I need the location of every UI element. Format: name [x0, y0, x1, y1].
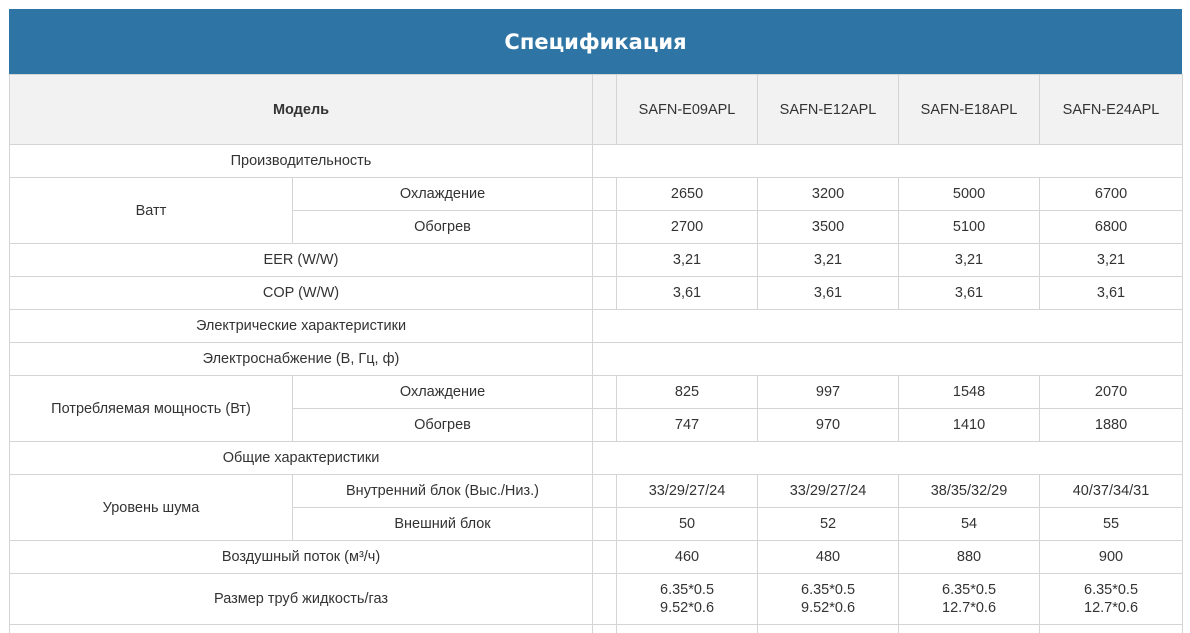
- value-cell: 54: [899, 508, 1040, 541]
- row-label-noise: Уровень шума: [10, 475, 293, 541]
- spacer-cell: [593, 277, 617, 310]
- value-cell: 5100: [899, 211, 1040, 244]
- row-label-power-supply: Электроснабжение (В, Гц, ф): [10, 343, 593, 376]
- row-label-airflow: Воздушный поток (м³/ч): [10, 541, 593, 574]
- section-label: Общие характеристики: [10, 442, 593, 475]
- cutoff-cell: [10, 625, 593, 633]
- sub-label: Внешний блок: [293, 508, 593, 541]
- value-cell: 3,61: [758, 277, 899, 310]
- row-label-pipes: Размер труб жидкость/газ: [10, 574, 593, 625]
- spacer-cell: [593, 574, 617, 625]
- value-cell: 55: [1040, 508, 1183, 541]
- pipe-liquid-value: 6.35*0.5: [758, 581, 898, 599]
- section-empty-cell: [593, 442, 1183, 475]
- value-cell: [1040, 574, 1183, 625]
- value-cell: 5000: [899, 178, 1040, 211]
- value-cell: 3,61: [899, 277, 1040, 310]
- section-label: Электрические характеристики: [10, 310, 593, 343]
- value-cell: 1548: [899, 376, 1040, 409]
- spacer-cell: [593, 541, 617, 574]
- model-name-cell: SAFN-E12APL: [758, 75, 899, 145]
- section-row-general: [10, 442, 1183, 475]
- spacer-cell: [593, 475, 617, 508]
- value-cell: 2650: [617, 178, 758, 211]
- spacer-cell: [593, 625, 617, 633]
- pipe-gas-value: 12.7*0.6: [1040, 599, 1182, 617]
- section-empty-cell: [593, 343, 1183, 376]
- value-cell: 3,21: [617, 244, 758, 277]
- sub-label: Обогрев: [293, 409, 593, 442]
- spacer-cell: [593, 508, 617, 541]
- value-cell: 3,21: [758, 244, 899, 277]
- model-name-cell: SAFN-E09APL: [617, 75, 758, 145]
- value-cell: [758, 574, 899, 625]
- table-row: [10, 541, 1183, 574]
- value-cell: 1880: [1040, 409, 1183, 442]
- value-cell: 2700: [617, 211, 758, 244]
- table-row: [10, 574, 1183, 625]
- row-label-watt: Ватт: [10, 178, 293, 244]
- table-row-cutoff: [10, 625, 1183, 633]
- value-cell: 3,21: [899, 244, 1040, 277]
- spec-container: [9, 9, 1182, 633]
- value-cell: 880: [899, 541, 1040, 574]
- pipe-gas-value: 9.52*0.6: [758, 599, 898, 617]
- cutoff-cell: [1040, 625, 1183, 633]
- page-title: Спецификация: [504, 30, 686, 54]
- table-row: [10, 244, 1183, 277]
- row-label-power-consumption: Потребляемая мощность (Вт): [10, 376, 293, 442]
- row-label-cop: COP (W/W): [10, 277, 593, 310]
- value-cell: 3500: [758, 211, 899, 244]
- pipe-gas-value: 12.7*0.6: [899, 599, 1039, 617]
- value-cell: 480: [758, 541, 899, 574]
- value-cell: 52: [758, 508, 899, 541]
- value-cell: 997: [758, 376, 899, 409]
- sub-label: Обогрев: [293, 211, 593, 244]
- value-cell: 460: [617, 541, 758, 574]
- value-cell: 40/37/34/31: [1040, 475, 1183, 508]
- table-header-row: [10, 75, 1183, 145]
- pipe-liquid-value: 6.35*0.5: [1040, 581, 1182, 599]
- cutoff-cell: [617, 625, 758, 633]
- value-cell: 970: [758, 409, 899, 442]
- sub-label: Внутренний блок (Выс./Низ.): [293, 475, 593, 508]
- value-cell: 747: [617, 409, 758, 442]
- value-cell: 3,61: [1040, 277, 1183, 310]
- table-row: [10, 277, 1183, 310]
- model-header: Модель: [10, 75, 593, 145]
- row-label-eer: EER (W/W): [10, 244, 593, 277]
- spec-title-banner: [9, 9, 1182, 74]
- table-row: [10, 178, 1183, 211]
- sub-label: Охлаждение: [293, 376, 593, 409]
- value-cell: [899, 574, 1040, 625]
- section-empty-cell: [593, 310, 1183, 343]
- value-cell: 2070: [1040, 376, 1183, 409]
- value-cell: [617, 574, 758, 625]
- section-label: Производительность: [10, 145, 593, 178]
- cutoff-cell: [758, 625, 899, 633]
- spec-table: [9, 74, 1183, 633]
- value-cell: 3200: [758, 178, 899, 211]
- value-cell: 50: [617, 508, 758, 541]
- value-cell: 3,61: [617, 277, 758, 310]
- pipe-liquid-value: 6.35*0.5: [617, 581, 757, 599]
- value-cell: 6700: [1040, 178, 1183, 211]
- spacer-cell: [593, 178, 617, 211]
- value-cell: 3,21: [1040, 244, 1183, 277]
- table-row: [10, 343, 1183, 376]
- spacer-cell: [593, 244, 617, 277]
- value-cell: 33/29/27/24: [617, 475, 758, 508]
- sub-label: Охлаждение: [293, 178, 593, 211]
- model-name-cell: SAFN-E24APL: [1040, 75, 1183, 145]
- table-row: [10, 475, 1183, 508]
- model-name-cell: SAFN-E18APL: [899, 75, 1040, 145]
- value-cell: 33/29/27/24: [758, 475, 899, 508]
- table-row: [10, 376, 1183, 409]
- pipe-gas-value: 9.52*0.6: [617, 599, 757, 617]
- pipe-liquid-value: 6.35*0.5: [899, 581, 1039, 599]
- value-cell: 1410: [899, 409, 1040, 442]
- cutoff-cell: [899, 625, 1040, 633]
- section-row-performance: [10, 145, 1183, 178]
- value-cell: 900: [1040, 541, 1183, 574]
- value-cell: 825: [617, 376, 758, 409]
- value-cell: 6800: [1040, 211, 1183, 244]
- spacer-cell: [593, 211, 617, 244]
- section-row-electrical: [10, 310, 1183, 343]
- spacer-cell: [593, 376, 617, 409]
- value-cell: 38/35/32/29: [899, 475, 1040, 508]
- spacer-cell: [593, 409, 617, 442]
- section-empty-cell: [593, 145, 1183, 178]
- header-spacer-cell: [593, 75, 617, 145]
